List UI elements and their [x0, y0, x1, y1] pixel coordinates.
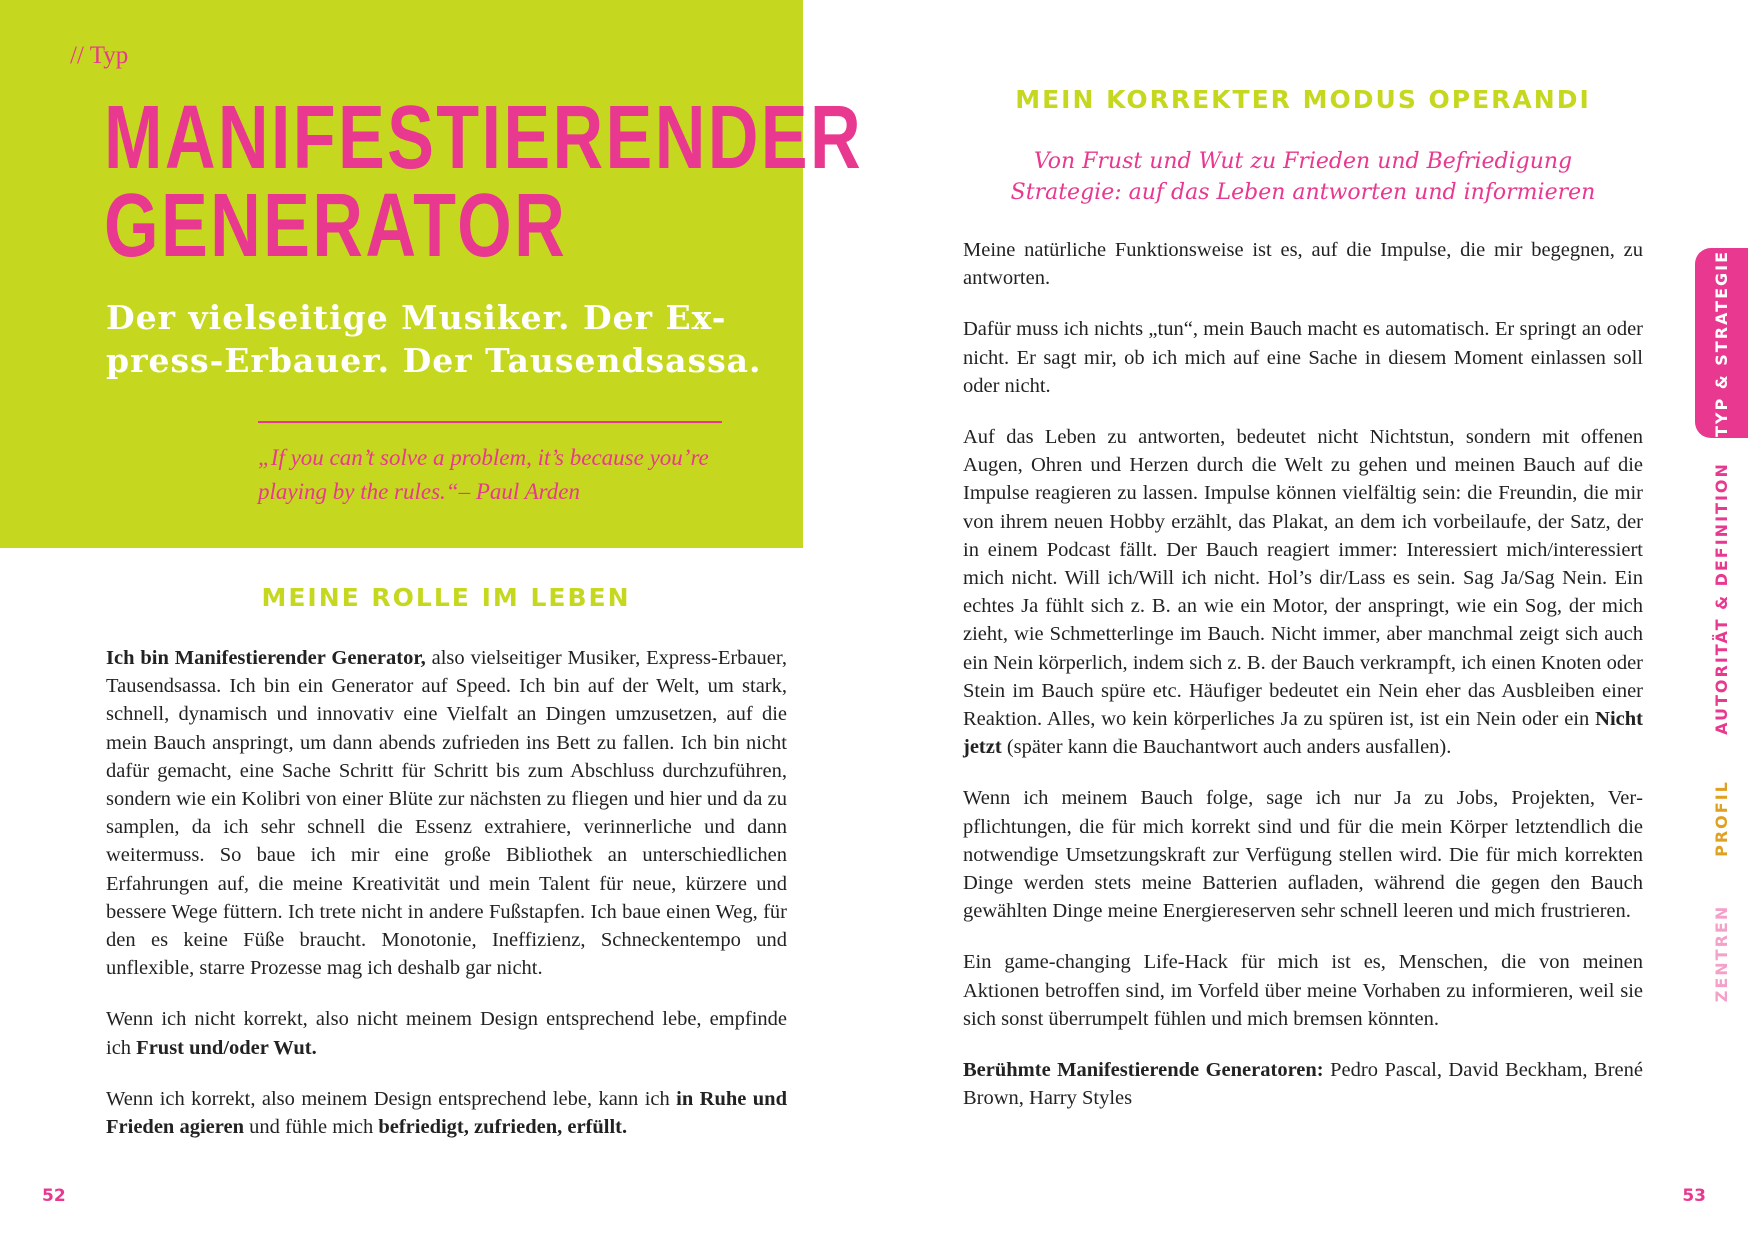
paragraph-text: Wenn ich korrekt, also meinem Design entsprechend lebe, kann ich: [106, 1087, 677, 1110]
epigraph-quote: [258, 441, 758, 509]
section-heading-modus: MEIN KORREKTER MODUS OPERANDI: [1015, 85, 1591, 114]
title-line: GENERATOR: [104, 176, 568, 276]
strategy-subheading: [963, 146, 1643, 208]
tab-profil[interactable]: [1695, 748, 1748, 888]
tab-label: AUTORITÄT & DEFINITION: [1712, 461, 1732, 735]
right-body: [963, 236, 1643, 1135]
bold-phrase: Ich bin Manifestierender Generator,: [106, 647, 426, 669]
paragraph-text: also vielseitiger Musiker, Express-Erbauer, Tausendsassa. Ich bin ein Generator auf Speed. Ich bin auf der Welt, um stark, schnell, dynamisch und innovativ eine Vielfalt an Dingen umzusetzen, auf die mein Bauch anspringt, um dann abends zufrieden ins Bett zu fallen. Ich bin nicht dafür gemacht, eine Sache Schritt für Schritt bis zum Abschluss durchzuführen, sondern wie ein Kolibri von einer Blüte zur nächsten zu fliegen und hier und da zu samplen, da ich sehr schnell die Essenz extrahiere, verinnerliche und dann weitermuss. So baue ich mir eine große Bibliothek an unterschiedlichen Erfahrungen auf, die meine Kreativität und mein Talent für neue, kürzere und bessere Wege füttern. Ich trete nicht in andere Fußstapfen. Ich baue einen Weg, für den es keine Füße braucht. Monotonie, Ineffizienz, Schneckentempo und unflexible, starre Prozesse mag ich deshalb gar nicht.: [106, 647, 788, 980]
body-paragraph: [963, 423, 1643, 761]
subtitle-line: press-Erbauer. Der Tausendsassa.: [106, 341, 762, 380]
title-line: MANIFESTIERENDER: [104, 88, 863, 188]
quote-line: playing by the rules.“– Paul Arden: [258, 479, 580, 504]
bold-phrase: Frust und/oder Wut.: [136, 1036, 317, 1059]
tab-autoritaet-definition[interactable]: [1695, 461, 1748, 735]
section-heading-role: MEINE ROLLE IM LEBEN: [261, 583, 631, 612]
body-paragraph: [963, 1056, 1643, 1112]
bold-phrase: Berühmte Manifestierende Generatoren:: [963, 1059, 1324, 1082]
subtitle-line: Der vielseitige Musiker. Der Ex-: [106, 298, 727, 337]
kicker-label: // Typ: [70, 42, 129, 69]
bold-phrase: befriedigt, zufrieden, erfüllt.: [378, 1116, 628, 1139]
bold-phrase: Nicht jetzt: [963, 708, 1643, 759]
bold-phrase: in Ruhe und Frieden agieren: [106, 1087, 787, 1139]
quote-line: „If you can’t solve a problem, it’s because you’re: [258, 445, 709, 470]
subtitle: [106, 296, 796, 382]
paragraph-text: und fühle mich: [243, 1116, 379, 1139]
paragraph-text: Pedro Pascal, David Beckham, Brené Brown, Harry Styles: [963, 1059, 1643, 1110]
tab-typ-strategie[interactable]: [1695, 248, 1748, 438]
paragraph-text: (später kann die Bauchantwort auch anders ausfallen).: [1001, 736, 1452, 759]
body-paragraph: Dafür muss ich nichts „tun“, mein Bauch macht es automatisch. Er springt an oder nicht. Er sagt mir, ob ich mich auf eine Sache in diesem Moment einlassen soll oder nicht.: [963, 318, 1643, 397]
body-paragraph: [106, 1005, 787, 1061]
tab-label: ZENTREN: [1712, 904, 1732, 1002]
body-paragraph: Wenn ich meinem Bauch folge, sage ich nur Ja zu Jobs, Projekten, Verpflichtungen, die für mich korrekt sind und für die mein Körper letztendlich die notwendige Umsetzungskraft zur Verfügung stellen wird. Die für mich korrekten Dinge werden stets meine Batterien aufladen, während die gegen den Bauch gewählten Dinge meine Energiereserven sehr schnell leeren und mich frustrieren.: [963, 787, 1643, 923]
subheading-line: Strategie: auf das Leben antworten und informieren: [1010, 180, 1596, 205]
tab-label: PROFIL: [1712, 779, 1732, 857]
page-number-left: 52: [42, 1186, 66, 1206]
left-body: [106, 644, 787, 1164]
body-paragraph: Ein game-changing Life-Hack für mich ist es, Menschen, die von meinen Aktionen betroffen sind, im Vorfeld über meine Vorhaben zu informieren, weil sie sich sonst überrumpelt fühlen und mich bremsen könnten.: [963, 951, 1643, 1030]
paragraph-text: Auf das Leben zu antworten, bedeutet nicht Nichtstun, sondern mit offenen Augen, Ohren und Herzen durch die Welt zu gehen und meinen Bauch auf die Impulse reagieren zu lassen. Impulse können vielfältig sein: die Freundin, die mir von ihrem neuen Hobby erzählt, das Plakat, an dem ich vorbeilaufe, der Satz, der in einem Podcast fällt. Der Bauch reagiert immer: Interessiert mich/interessiert mich nicht. Will ich/Will ich nicht. Hol’s dir/Lass es sein. Sag Ja/Sag Nein. Ein echtes Ja fühlt sich z. B. an wie ein Motor, der anspringt, wie ein Sog, der mich zieht, wie Schmetterlinge im Bauch. Nicht immer, aber manchmal zeigt sich auch ein Nein körperlich, indem sich z. B. der Bauch verkrampft, ich einen Knoten oder Stein im Bauch spüre etc. Häufiger bedeutet ein Nein eher das Ausbleiben einer Reaktion. Alles, wo kein körperliches Ja zu spüren ist, ist ein Nein oder ein: [963, 426, 1643, 731]
subheading-line: Von Frust und Wut zu Frieden und Befriedigung: [1033, 149, 1573, 174]
body-paragraph: [106, 1085, 787, 1141]
body-paragraph: [106, 644, 787, 982]
page-number-right: 53: [1682, 1186, 1706, 1206]
tab-label: TYP & STRATEGIE: [1712, 249, 1732, 437]
page-title: [104, 88, 863, 276]
quote-divider: [258, 421, 722, 423]
chapter-tabs: [1695, 248, 1748, 1002]
paragraph-text: Wenn ich nicht korrekt, also nicht meinem Design entsprechend lebe, empfinde ich: [106, 1008, 787, 1059]
body-paragraph: Meine natürliche Funktionsweise ist es, auf die Impulse, die mir begegnen, zu antworten.: [963, 239, 1643, 290]
tab-zentren[interactable]: [1695, 898, 1748, 1008]
